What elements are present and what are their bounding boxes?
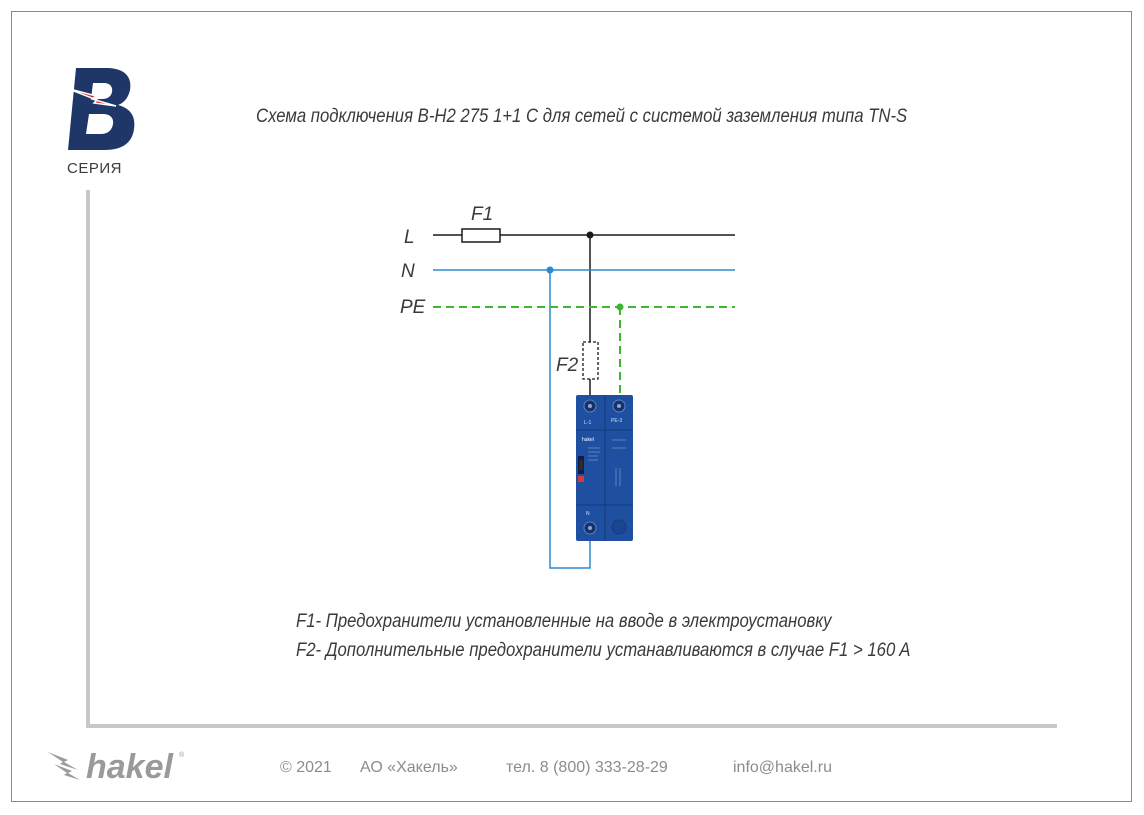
line-l [433,229,735,396]
line-label-n: N [401,261,415,282]
hakel-logo [46,746,196,786]
footer-copyright: © 2021 [280,759,332,776]
line-label-l: L [404,227,415,248]
fuse-f2 [583,342,598,379]
fuse-label-f2: F2 [556,355,579,376]
footer-company: АО «Хакель» [360,759,458,776]
note-f2: F2- Дополнительные предохранители устанавливаются в случае F1 > 160 A [296,640,911,661]
fuse-f1 [462,229,500,242]
spd-device [576,395,633,541]
footer-phone: тел. 8 (800) 333-28-29 [506,759,668,776]
footer-email[interactable]: info@hakel.ru [733,759,832,776]
terminal-label-pe3: PE-3 [611,418,623,424]
bolt-icon [48,752,80,780]
empty-slot [612,520,626,534]
note-f1: F1- Предохранители установленные на вводе в электроустановку [296,611,832,632]
series-label: СЕРИЯ [67,160,122,177]
registered-icon: ® [179,752,185,759]
fuse-label-f1: F1 [471,204,494,225]
diagram-title: Схема подключения B-H2 275 1+1 C для сетей с системой заземления типа TN-S [256,106,908,127]
terminal-label-l1: L-1 [584,420,592,426]
terminal-label-n: N [586,511,590,517]
hakel-logo-text: hakel [86,748,173,786]
device-brand: hakel [582,437,594,443]
line-label-pe: PE [400,297,426,318]
